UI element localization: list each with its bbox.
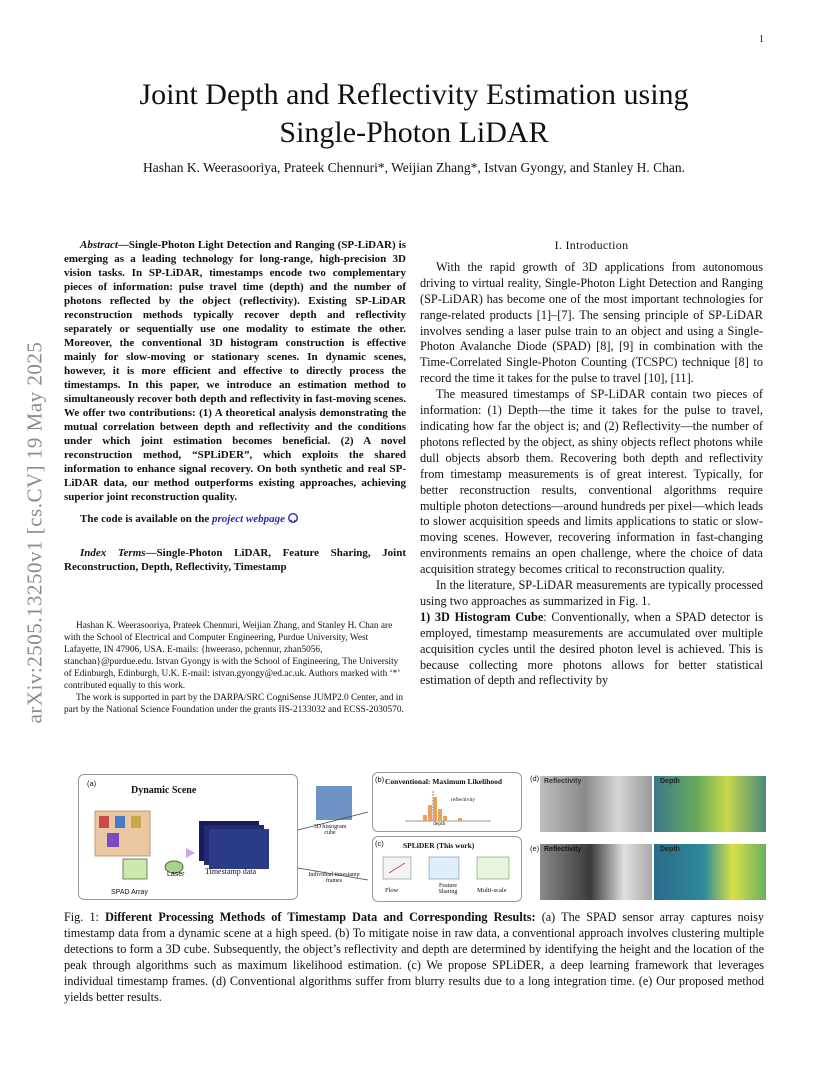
laser-label: Laser: [167, 871, 185, 878]
panel-c: [372, 836, 522, 902]
title-line-2: Single-Photon LiDAR: [279, 116, 549, 149]
github-icon[interactable]: [288, 513, 298, 523]
panel-b: [372, 772, 522, 832]
panel-d-label: (d): [530, 774, 540, 783]
individual-frames-label: Individual timestamp frames: [308, 872, 360, 884]
abstract: [64, 238, 406, 504]
histogram-cube-label: 3D histogram cube: [313, 824, 347, 836]
scene-illustration: [89, 801, 289, 896]
left-column: [64, 238, 406, 574]
section-heading: I. Introduction: [554, 238, 629, 252]
conventional-ml-label: Conventional: Maximum Likelihood: [385, 777, 503, 786]
footnote-affiliations: Hashan K. Weerasooriya, Prateek Chennuri, Weijian Zhang, and Stanley H. Chan are with the School of Electrical and Computer Engineering, Purdue University, West Lafayette, IN 47906, USA. E-mails: {hweeraso, pchennur, zhan5056, stanchan}@purdue.edu. Istvan Gyongy is with the School of Engineering, The University of Edinburgh, Edinburgh, U.K. E-mail: istvan.gyongy@ed.ac.uk. Authors marked with ‘*’ contributed equally to this work.: [64, 621, 400, 691]
flow-arrows: [296, 772, 372, 902]
splider-reflectivity-image: [540, 844, 652, 900]
panel-a: [78, 774, 298, 900]
figure-1: [78, 772, 768, 904]
timestamp-data-label: Timestamp data: [205, 867, 257, 876]
dynamic-scene-label: Dynamic Scene: [131, 785, 197, 796]
abstract-label: Abstract: [80, 239, 118, 251]
author-list: Hashan K. Weerasooriya, Prateek Chennuri*, Weijian Zhang*, Istvan Gyongy, and Stanley H. Chan.: [143, 160, 685, 175]
page-number: 1: [759, 34, 764, 45]
index-terms-text: —Single-Photon LiDAR, Feature Sharing, Joint Reconstruction, Depth, Reflectivity, Timestamp: [64, 547, 406, 573]
intro-paragraph-4: [420, 610, 763, 690]
splider-label: SPLiDER (This work): [403, 841, 475, 850]
caption-text: (a) The SPAD sensor array captures noisy timestamp data from a dynamic scene at a high speed. (b) To mitigate noise in raw data, a conventional approach involves clustering multiple detections to form a 3D cube. Subsequently, the object’s reflectivity and depth are determined by identifying the height and the location of the peak through algorithms such as maximum likelihood estimation. (c) We propose SPLiDER, a deep learning framework that leverages individual timestamp frames. (d) Conventional algorithms suffer from blurry results due to a long integration time. (e) Our proposed method yields better results.: [64, 910, 764, 1004]
reflectivity-axis-label: reflectivity: [451, 797, 476, 803]
panel-a-label: (a): [87, 779, 97, 788]
reflectivity-label-d: Reflectivity: [544, 778, 582, 785]
feature-sharing-label: Feature Sharing: [438, 883, 458, 895]
figure-caption: [64, 910, 764, 1005]
project-webpage-link[interactable]: project webpage: [212, 513, 286, 525]
arxiv-identifier[interactable]: arXiv:2505.13250v1 [cs.CV] 19 May 2025: [22, 341, 47, 724]
caption-prefix: Fig. 1:: [64, 910, 106, 924]
code-availability: [80, 512, 406, 526]
panel-e-label: (e): [530, 844, 540, 853]
intro-paragraph-1: With the rapid growth of 3D applications from autonomous driving to virtual reality, Single-Photon Light Detection and Ranging (SP-LiDAR) has become one of the most important technologies for range-related products [1]–[7]. The sensing principle of SP-LiDAR involves sending a laser pulse train to an object and using a Single-Photon Avalanche Diode (SPAD) [8], [9] in combination with the Time-Correlated Single-Photon Counting (TCSPC) technique [8] to record the time it takes for the pulse to travel [10], [11].: [420, 259, 763, 386]
index-terms-label: Index Terms: [80, 547, 146, 559]
multiscale-label: Multi-scale: [477, 887, 507, 894]
depth-axis-label: depth: [433, 821, 446, 827]
histogram-cube-text: : Conventionally, when a SPAD detector is employed, timestamp measurements are accumulated over multiple acquisition cycles until the desired photon level is achieved. This is because collecting more photons allows for better statistical estimation of depth and reflectivity by: [420, 609, 763, 688]
panel-b-label: (b): [375, 775, 385, 784]
flow-label: Flow: [385, 887, 399, 894]
splider-diagram: [379, 853, 515, 883]
footnote-funding: The work is supported in part by the DARPA/SRC CogniSense JUMP2.0 Center, and in part by the National Science Foundation under the grants IIS-2133032 and ECSS-2030570.: [64, 693, 404, 715]
depth-label-e: Depth: [660, 846, 680, 853]
histogram-plot: [403, 789, 493, 825]
reflectivity-label-e: Reflectivity: [544, 846, 582, 853]
depth-label-d: Depth: [660, 778, 680, 785]
paper-title: [60, 76, 768, 152]
conventional-reflectivity-image: [540, 776, 652, 832]
right-column: [420, 238, 763, 689]
code-prefix: The code is available on the: [80, 513, 213, 525]
spad-array-label: SPAD Array: [111, 889, 148, 896]
title-line-1: Joint Depth and Reflectivity Estimation using: [139, 78, 689, 111]
caption-title: Different Processing Methods of Timestamp Data and Corresponding Results:: [105, 910, 536, 924]
intro-paragraph-3: In the literature, SP-LiDAR measurements are typically processed using two approaches as summarized in Fig. 1.: [420, 578, 763, 608]
histogram-cube-heading: 1) 3D Histogram Cube: [420, 609, 544, 624]
abstract-text: —Single-Photon Light Detection and Ranging (SP-LiDAR) is emerging as a leading technology for long-range, high-precision 3D vision tasks. In SP-LiDAR, timestamps encode two complementary pieces of information: pulse travel time (depth) and the number of photons reflected by the object (reflectivity). Existing SP-LiDAR reconstruction methods typically recover depth and reflectivity separately or sequentially use one modality to estimate the other. Moreover, the conventional 3D histogram construction is effective mainly for slow-moving or stationary scenes. In dynamic scenes, however, it is more efficient and effective to directly process the timestamps. In this paper, we introduce an estimation method to simultaneously recover both depth and reflectivity in fast-moving scenes. We offer two contributions: (1) A theoretical analysis demonstrating the mutual correlation between depth and reflectivity and the conditions under which joint estimation becomes beneficial. (2) A novel reconstruction method, “SPLiDER”, which exploits the shared information to enhance signal recovery. On both synthetic and real SP-LiDAR data, our method outperforms existing approaches, achieving superior joint reconstruction quality.: [64, 239, 406, 503]
panel-c-label: (c): [375, 839, 384, 848]
splider-depth-image: [654, 844, 766, 900]
index-terms: [64, 546, 406, 574]
footnotes: [64, 620, 406, 716]
intro-paragraph-2: The measured timestamps of SP-LiDAR contain two pieces of information: (1) Depth—the time it takes for the pulse to travel, indicating how far the object is; and (2) Reflectivity—the number of photons reflected by the object, as shiny objects reflect photons while dull objects absorb them. Recovering both depth and reflectivity from timestamp measurements is of great interest. Typically, for better reconstruction results, conventional algorithms require multiple photon detections—around hundreds per pixel—which leads to slower acquisition speeds and limits applications to static or slow-moving scenes. However, recovering information in fast-changing environments remains an open challenge, where the choice of data acquisition strategy becomes critical to reconstruction quality.: [420, 387, 763, 577]
conventional-depth-image: [654, 776, 766, 832]
